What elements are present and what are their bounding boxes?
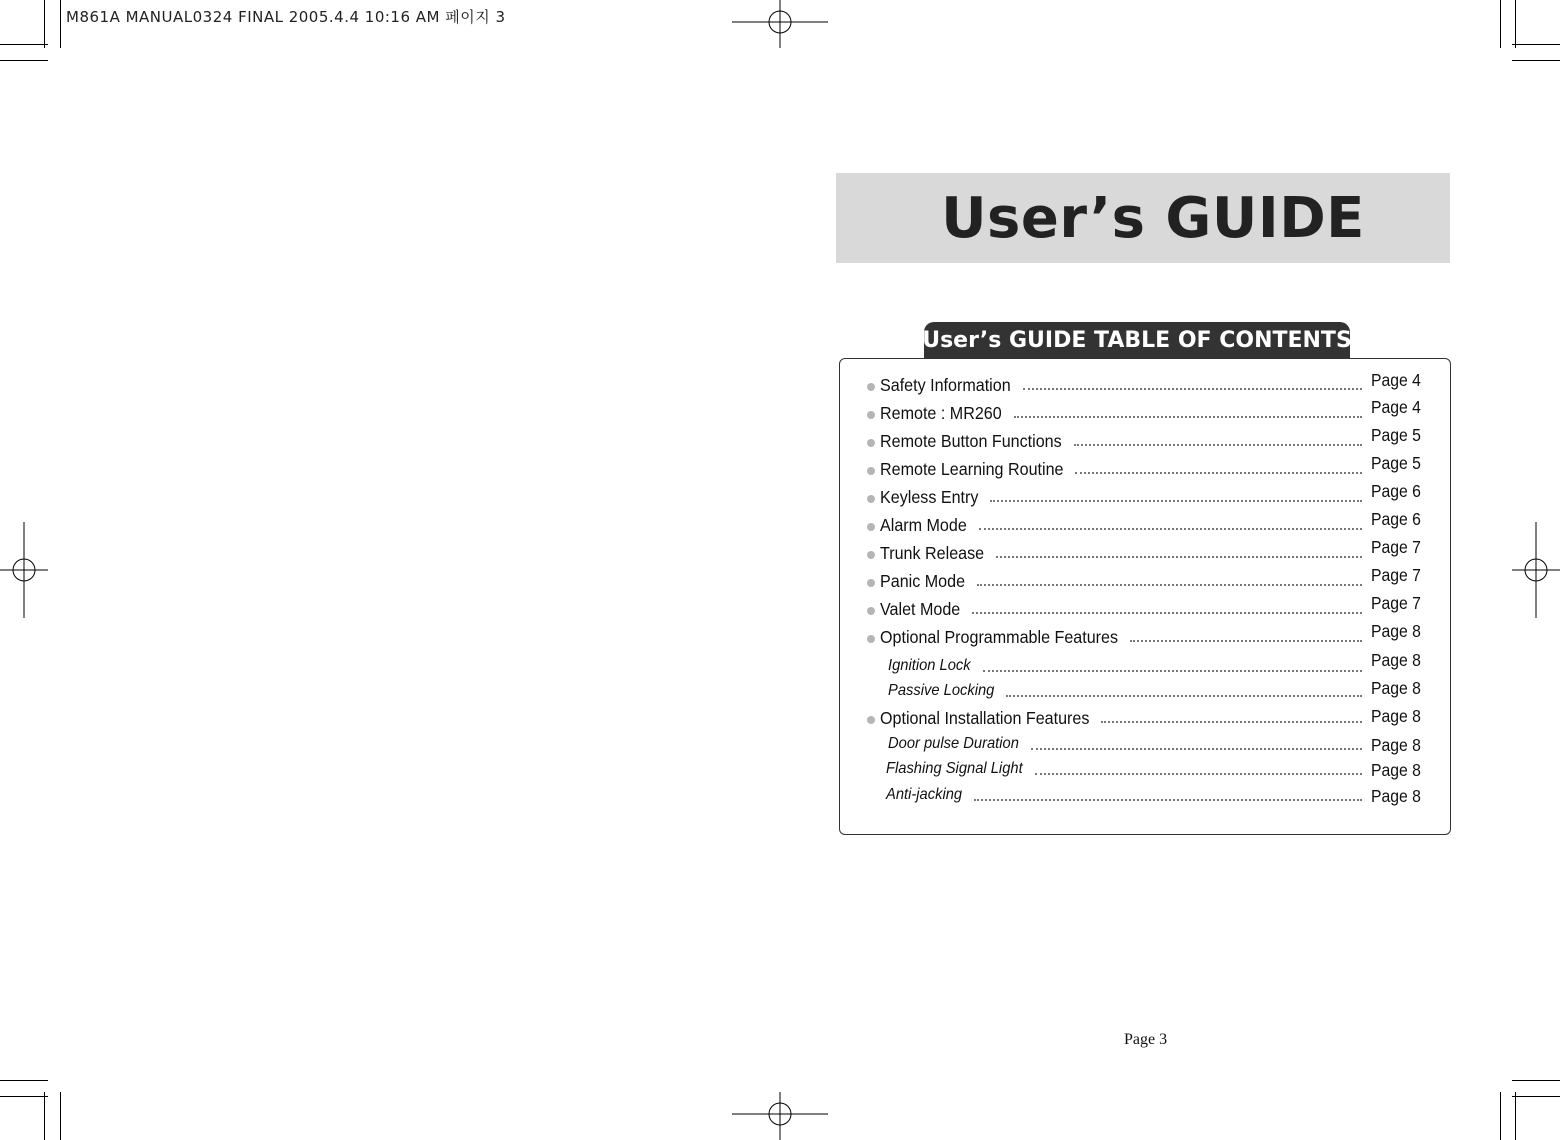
crop-mark — [1515, 0, 1516, 48]
toc-label: Remote Button Functions — [880, 431, 1062, 451]
crop-mark — [0, 1096, 48, 1097]
bullet-icon — [867, 551, 875, 559]
registration-mark-icon — [1512, 522, 1560, 618]
toc-label: Ignition Lock — [888, 657, 971, 674]
crop-mark — [1515, 1092, 1516, 1140]
toc-subitem[interactable] — [840, 758, 1450, 784]
crop-mark — [60, 1092, 61, 1140]
toc-label: Keyless Entry — [880, 487, 979, 507]
leader-dots — [1023, 388, 1362, 390]
registration-mark-icon — [732, 1092, 828, 1140]
toc-label: Flashing Signal Light — [886, 760, 1023, 777]
crop-mark — [0, 60, 48, 61]
crop-mark — [1500, 1092, 1501, 1140]
crop-mark — [1512, 60, 1560, 61]
title-banner — [836, 173, 1450, 263]
toc-page-ref: Page 8 — [1371, 735, 1421, 755]
toc-page-ref: Page 4 — [1371, 370, 1421, 390]
leader-dots — [979, 528, 1362, 530]
leader-dots — [1075, 472, 1362, 474]
toc-page-ref: Page 4 — [1371, 397, 1421, 417]
toc-item[interactable] — [840, 425, 1450, 455]
leader-dots — [972, 612, 1362, 614]
toc-page-ref: Page 7 — [1371, 565, 1421, 585]
toc-label: Anti-jacking — [886, 786, 963, 803]
toc-page-ref: Page 8 — [1371, 706, 1421, 726]
toc-subitem[interactable] — [840, 784, 1450, 810]
toc-item[interactable] — [840, 706, 1450, 732]
bullet-icon — [867, 495, 875, 503]
bullet-icon — [867, 607, 875, 615]
toc-label: Door pulse Duration — [888, 735, 1019, 752]
leader-dots — [1130, 640, 1362, 642]
leader-dots — [1014, 416, 1362, 418]
toc-page-ref: Page 6 — [1371, 481, 1421, 501]
toc-page-ref: Page 8 — [1371, 786, 1421, 806]
toc-label: Panic Mode — [880, 571, 966, 591]
leader-dots — [977, 584, 1362, 586]
toc-item[interactable] — [840, 397, 1450, 427]
bullet-icon — [867, 439, 875, 447]
leader-dots — [983, 670, 1362, 672]
toc-item[interactable] — [840, 370, 1450, 399]
toc-label: Alarm Mode — [880, 515, 967, 535]
crop-mark — [0, 44, 48, 45]
leader-dots — [1035, 773, 1362, 775]
toc-page-ref: Page 5 — [1371, 425, 1421, 445]
bullet-icon — [867, 523, 875, 531]
toc-label: Safety Information — [880, 375, 1011, 395]
page-title: User’s GUIDE — [941, 185, 1365, 251]
toc-page-ref: Page 8 — [1371, 650, 1421, 670]
toc-page-ref: Page 6 — [1371, 509, 1421, 529]
toc-label: Valet Mode — [880, 599, 961, 619]
bullet-icon — [867, 383, 875, 391]
crop-mark — [1512, 44, 1560, 45]
crop-mark — [44, 1092, 45, 1140]
toc-label: Optional Programmable Features — [880, 627, 1119, 647]
toc-subitem[interactable] — [840, 650, 1450, 681]
toc-page-ref: Page 8 — [1371, 760, 1421, 780]
bullet-icon — [867, 411, 875, 419]
crop-mark — [0, 1080, 48, 1081]
toc-label: Passive Locking — [888, 682, 995, 699]
crop-mark — [60, 0, 61, 48]
bullet-icon — [867, 716, 875, 724]
crop-mark — [44, 0, 45, 48]
leader-dots — [1006, 695, 1362, 697]
registration-mark-icon — [0, 522, 48, 618]
leader-dots — [1031, 748, 1362, 750]
leader-dots — [974, 799, 1362, 801]
crop-mark — [1512, 1096, 1560, 1097]
toc-item[interactable] — [840, 565, 1450, 595]
toc-label: Optional Installation Features — [880, 708, 1090, 728]
page-number: Page 3 — [1124, 1031, 1168, 1048]
print-slug: M861A MANUAL0324 FINAL 2005.4.4 10:16 AM 페이지 3 — [66, 8, 506, 26]
toc-page-ref: Page 8 — [1371, 678, 1421, 698]
leader-dots — [1074, 444, 1362, 446]
bullet-icon — [867, 579, 875, 587]
toc-label: Remote Learning Routine — [880, 459, 1064, 479]
toc-page-ref: Page 8 — [1371, 621, 1421, 641]
toc-label: Trunk Release — [880, 543, 985, 563]
table-of-contents — [839, 358, 1451, 835]
bullet-icon — [867, 467, 875, 475]
toc-page-ref: Page 7 — [1371, 537, 1421, 557]
toc-subitem[interactable] — [840, 733, 1450, 759]
toc-item[interactable] — [840, 481, 1450, 511]
toc-label: Remote : MR260 — [880, 403, 1002, 423]
toc-page-ref: Page 5 — [1371, 453, 1421, 473]
toc-heading: User’s GUIDE TABLE OF CONTENTS — [924, 322, 1350, 359]
toc-item[interactable] — [840, 621, 1450, 651]
bullet-icon — [867, 635, 875, 643]
leader-dots — [990, 500, 1362, 502]
toc-item[interactable] — [840, 509, 1450, 539]
toc-item[interactable] — [840, 593, 1450, 623]
leader-dots — [1101, 721, 1362, 723]
toc-item[interactable] — [840, 537, 1450, 567]
toc-subitem[interactable] — [840, 680, 1450, 706]
crop-mark — [1500, 0, 1501, 48]
toc-page-ref: Page 7 — [1371, 593, 1421, 613]
leader-dots — [996, 556, 1362, 558]
toc-item[interactable] — [840, 453, 1450, 483]
registration-mark-icon — [732, 0, 828, 48]
crop-mark — [1512, 1080, 1560, 1081]
